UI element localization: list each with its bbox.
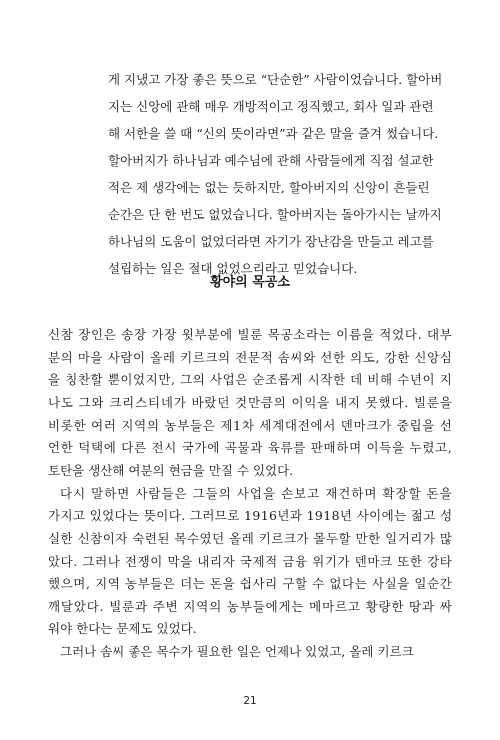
body-line: 토탄을 생산해 여분의 현금을 만질 수 있었다. (48, 463, 294, 478)
quote-line: 설립하는 일은 절대 없었으리라고 믿었습니다. (108, 261, 358, 276)
quote-line: 게 지냈고 가장 좋은 뜻으로 “단순한” 사람이었습니다. 할아버 (108, 72, 443, 87)
body-line: 았다. 그러나 전쟁이 막을 내리자 국제적 금융 위기가 덴마크 또한 강타 (48, 554, 453, 569)
body-line: 했으며, 지역 농부들은 더는 돈을 쉽사리 구할 수 없다는 사실을 일순간 (48, 576, 453, 591)
body-line: 분의 마을 사람이 올레 키르크의 전문적 솜씨와 선한 의도, 강한 신앙심 (48, 350, 453, 365)
body-line: 비롯한 여러 지역의 농부들은 제1차 세계대전에서 덴마크가 중립을 선 (48, 418, 453, 433)
quote-line: 해 서한을 쓸 때 “신의 뜻이라면”과 같은 말을 즐겨 썼습니다. (108, 126, 439, 141)
body-line: 언한 덕택에 다른 전시 국가에 곡물과 육류를 판매하며 이득을 누렸고, (48, 440, 453, 455)
body-line: 신참 장인은 송장 가장 윗부분에 빌룬 목공소라는 이름을 적었다. 대부 (48, 327, 453, 342)
body-line: 깨달았다. 빌룬과 주변 지역의 농부들에게는 메마르고 황량한 땅과 싸 (48, 599, 453, 614)
quote-line: 하나님의 도움이 없었더라면 자기가 장난감을 만들고 레고를 (108, 234, 434, 249)
section-heading: 황야의 목공소 (210, 275, 290, 290)
body-line: 가지고 있었다는 뜻이다. 그러므로 1916년과 1918년 사이에는 젊고 성 (48, 508, 453, 523)
quote-line: 할아버지가 하나님과 예수님에 관해 사람들에게 직접 설교한 (108, 153, 434, 168)
quote-line: 순간은 단 한 번도 없었습니다. 할아버지는 돌아가시는 날까지 (108, 207, 442, 222)
body-line: 워야 한다는 문제도 있었다. (48, 621, 197, 636)
body-line: 다시 말하면 사람들은 그들의 사업을 손보고 재건하며 확장할 돈을 (60, 486, 453, 501)
body-line: 실한 신참이자 숙련된 목수였던 올레 키르크가 몰두할 만한 일거리가 많 (48, 531, 453, 546)
quote-line: 지는 신앙에 관해 매우 개방적이고 정직했고, 회사 일과 관련 (108, 99, 434, 114)
body-line: 그러나 솜씨 좋은 목수가 필요한 일은 언제나 있었고, 올레 키르크 (60, 644, 414, 659)
body-line: 나도 그와 크리스티네가 바랐던 것만큼의 이익을 내지 못했다. 빌룬을 (48, 395, 453, 410)
page-number: 21 (243, 695, 257, 707)
quote-line: 적은 제 생각에는 없는 듯하지만, 할아버지의 신앙이 흔들린 (108, 180, 430, 195)
body-line: 을 칭찬할 뿐이었지만, 그의 사업은 순조롭게 시작한 데 비해 수년이 지 (48, 372, 453, 387)
